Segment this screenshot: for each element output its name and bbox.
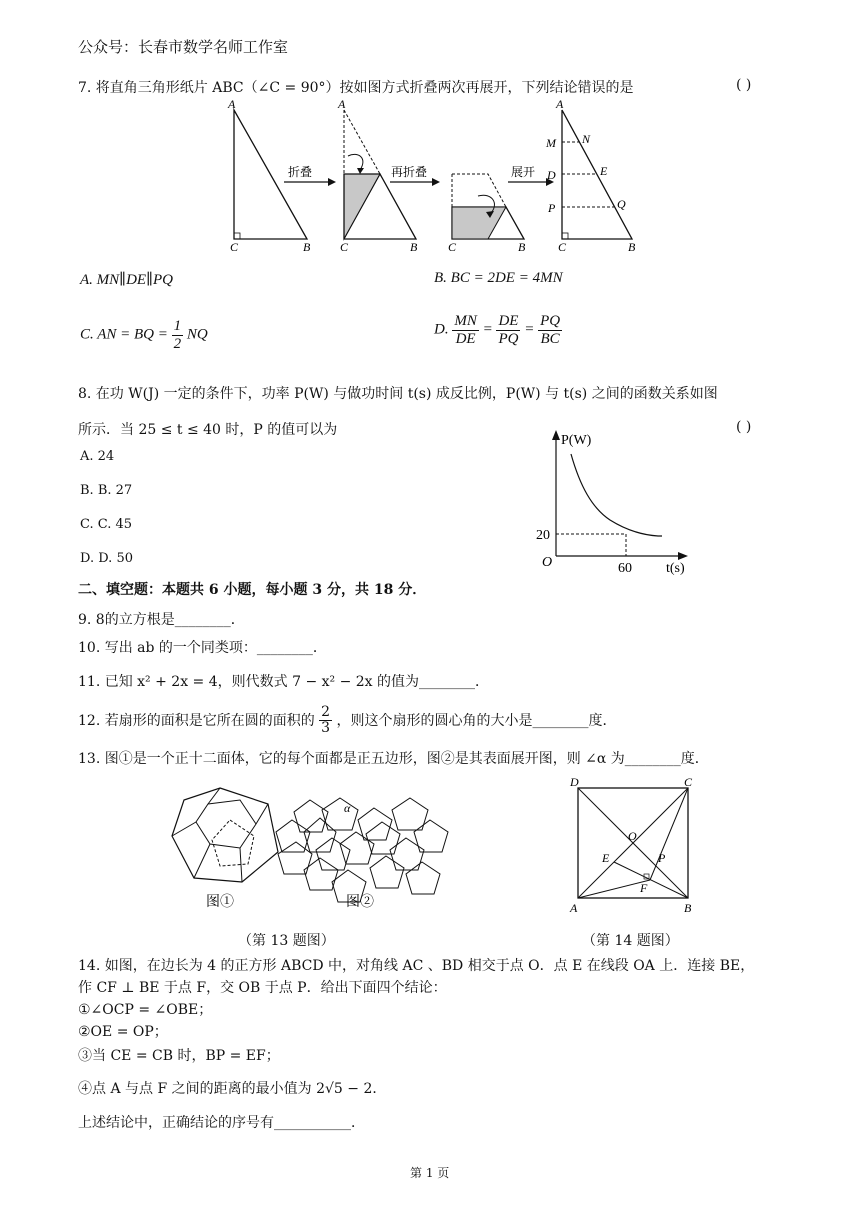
svg-text:C: C <box>684 776 693 789</box>
graph-origin: O <box>542 555 553 570</box>
svg-text:A: A <box>228 97 236 111</box>
q8-graph <box>530 426 700 578</box>
svg-text:C: C <box>448 240 457 254</box>
fold1-label: 折叠 <box>288 165 313 179</box>
svg-text:B: B <box>518 240 526 254</box>
q7-option-a: A. MN∥DE∥PQ <box>80 272 174 288</box>
q8-paren: ( ) <box>736 419 752 435</box>
header-text: 公众号：长春市数学名师工作室 <box>78 38 289 56</box>
svg-text:A: A <box>556 97 564 111</box>
q14-answer-line: 上述结论中，正确结论的序号有___________． <box>78 1115 365 1131</box>
q14-conclusion-4: ④点 A 与点 F 之间的距离的最小值为 2√5 − 2． <box>78 1081 387 1097</box>
svg-text:Q: Q <box>617 197 626 211</box>
q14-line2: 作 CF ⊥ BE 于点 F，交 OB 于点 P．给出下面四个结论： <box>78 980 447 996</box>
svg-text:P: P <box>658 851 666 865</box>
svg-text:C: C <box>558 240 567 254</box>
svg-text:B: B <box>628 240 636 254</box>
page-footer: 第 1 页 <box>410 1166 450 1180</box>
section-2-title: 二、填空题：本题共 6 小题，每小题 3 分，共 18 分． <box>78 582 427 598</box>
svg-text:B: B <box>410 240 418 254</box>
q12: 12. 若扇形的面积是它所在圆的面积的 $\frac{2}{3}$ ，则这个扇形的圆心角的大小是________度． <box>78 704 617 737</box>
q7-paren: ( ) <box>736 77 752 93</box>
fig14-caption: （第 14 题图） <box>582 933 679 949</box>
svg-text:O: O <box>628 829 637 843</box>
svg-text:A: A <box>570 901 578 915</box>
q7-figure <box>220 96 650 256</box>
q14-conclusion-1: ①∠OCP = ∠OBE； <box>78 1002 213 1018</box>
svg-text:D: D <box>570 776 579 789</box>
q7-option-c: C. AN = BQ = $\frac{1}{2}$ NQ <box>80 318 208 352</box>
fig13-alpha: α <box>344 801 351 815</box>
svg-text:F: F <box>640 881 648 895</box>
q7-stem: 7. 将直角三角形纸片 ABC（∠C = 90°）按如图方式折叠两次再展开，下列结论错误的是 <box>78 80 634 96</box>
fig13-label-2: 图② <box>346 895 374 910</box>
svg-text:C: C <box>340 240 349 254</box>
q7-option-d: D. $\frac{MN}{DE}$ = $\frac{DE}{PQ}$ = $\frac{PQ}{BC}$ <box>434 313 561 347</box>
svg-text:B: B <box>684 901 692 915</box>
q14-conclusion-3: ③当 CE = CB 时，BP = EF； <box>78 1048 280 1064</box>
fold2-label: 再折叠 <box>391 165 428 179</box>
q8-option-d: D. D. 50 <box>80 551 133 566</box>
svg-text:C: C <box>230 240 239 254</box>
q11: 11. 已知 x² + 2x = 4，则代数式 7 − x² − 2x 的值为________． <box>78 674 490 690</box>
svg-text:B: B <box>303 240 311 254</box>
svg-text:P: P <box>548 201 556 215</box>
graph-x-label: t(s) <box>666 561 685 576</box>
q13: 13. 图①是一个正十二面体，它的每个面都是正五边形，图②是其表面展开图，则 ∠α 为________度． <box>78 751 709 767</box>
graph-x-tick: 60 <box>618 561 632 576</box>
q8-option-a: A. 24 <box>80 449 115 464</box>
svg-text:M: M <box>546 136 556 150</box>
q7-option-b: B. BC = 2DE = 4MN <box>434 270 563 286</box>
graph-y-label: P(W) <box>561 433 592 448</box>
q10: 10. 写出 ab 的一个同类项：________． <box>78 640 327 656</box>
q14-conclusion-2: ②OE = OP； <box>78 1024 168 1040</box>
q8-stem-line2: 所示．当 25 ≤ t ≤ 40 时，P 的值可以为 <box>78 422 338 438</box>
svg-text:E: E <box>600 164 608 178</box>
q14-figure <box>566 776 706 921</box>
q14-line1: 14. 如图，在边长为 4 的正方形 ABCD 中，对角线 AC 、BD 相交于点 O．点 E 在线段 OA 上．连接 BE， <box>78 958 755 974</box>
q8-option-c: C. C. 45 <box>80 517 133 532</box>
unfold-label: 展开 <box>511 165 536 179</box>
fig13-label-1: 图① <box>206 895 234 910</box>
svg-text:N: N <box>582 132 591 146</box>
q8-stem-line1: 8. 在功 W(J) 一定的条件下，功率 P(W) 与做功时间 t(s) 成反比例，P(W) 与 t(s) 之间的函数关系如图 <box>78 386 718 402</box>
svg-text:D: D <box>547 168 556 182</box>
svg-text:A: A <box>338 97 346 111</box>
graph-y-tick: 20 <box>536 528 550 543</box>
svg-text:E: E <box>602 851 610 865</box>
q9: 9. 8的立方根是________． <box>78 612 245 628</box>
q8-option-b: B. B. 27 <box>80 483 133 498</box>
fig13-caption: （第 13 题图） <box>238 933 335 949</box>
